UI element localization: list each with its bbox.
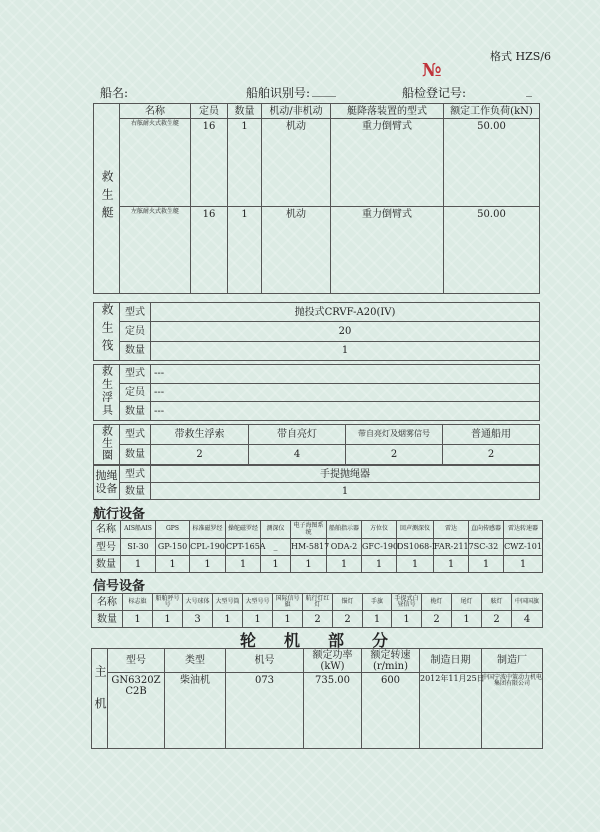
engine-table: [91, 648, 543, 749]
engine-speed: 600: [362, 673, 420, 749]
nav-equipment-table: [91, 520, 543, 573]
ship-id-label: 船舶识别号:: [246, 86, 311, 100]
nav-equipment-qty: 1: [291, 556, 327, 573]
liferaft-cap-label: 定员: [120, 322, 151, 341]
buoyant-cap-value: ---: [151, 383, 540, 402]
lb-name: 右舷耐火式救生艇: [120, 119, 191, 207]
liferaft-section-label: 救生筏: [94, 303, 120, 361]
nav-equipment-qty: 1: [504, 556, 543, 573]
lifebuoy-type: 带救生浮索: [151, 425, 249, 445]
liferaft-type-label: 型式: [120, 303, 151, 322]
lb-header-load: 额定工作负荷(kN): [444, 104, 540, 119]
nav-equipment-qty: 1: [226, 556, 261, 573]
signal-equipment-qty: 4: [512, 611, 543, 628]
signal-equipment-name: 手提式白昼信号: [392, 594, 422, 611]
engine-section-label: 主机: [92, 649, 108, 749]
signal-equipment-name: 国际信号旗: [273, 594, 303, 611]
signal-equipment-name: 大号球体: [183, 594, 213, 611]
lifebuoy-type: 带自亮灯及烟雾信号: [346, 425, 443, 445]
lb-capacity: 16: [191, 207, 228, 294]
nav-equipment-qty: 1: [261, 556, 291, 573]
nav-equipment-model: CPT-165A: [226, 539, 261, 556]
reg-label: 船检登记号:: [402, 86, 467, 100]
nav-equipment-name: 雷达: [434, 521, 469, 539]
signal-equipment-qty: 2: [422, 611, 452, 628]
nav-equipment-model: GP-150: [156, 539, 190, 556]
engine-header-speed: 额定转速(r/min): [362, 649, 420, 673]
signal-equipment-name: 手旗: [363, 594, 392, 611]
signal-equipment-qty: 1: [213, 611, 243, 628]
engine-section-title: 轮机部分: [240, 631, 417, 650]
signal-equipment-name: 桅灯: [422, 594, 452, 611]
signal-equipment-qty: 1: [243, 611, 273, 628]
nav-equipment-qty: 1: [469, 556, 504, 573]
signal-equipment-qty: 3: [183, 611, 213, 628]
engine-header-power: 额定功率(kW): [304, 649, 362, 673]
buoyant-type-label: 型式: [120, 365, 151, 384]
nav-equipment-model: GFC-190: [362, 539, 397, 556]
nav-equipment-model: CWZ-101: [504, 539, 543, 556]
engine-header-date: 制造日期: [420, 649, 482, 673]
signal-equipment-qty: 1: [363, 611, 392, 628]
table-row: [94, 119, 540, 207]
nav-section-title: 航行设备: [93, 507, 146, 522]
signal-equipment-name: 大型号筒: [213, 594, 243, 611]
nav-equipment-model: SI-30: [121, 539, 156, 556]
lifebuoy-qty: 2: [443, 445, 540, 465]
nav-equipment-qty: 1: [362, 556, 397, 573]
signal-equipment-qty: 2: [482, 611, 512, 628]
signal-equipment-qty: 2: [333, 611, 363, 628]
lifebuoy-qty: 2: [151, 445, 249, 465]
lb-davit: 重力倒臂式: [331, 119, 444, 207]
lifebuoy-type: 普通船用: [443, 425, 540, 445]
line-thrower-type-value: 手提抛绳器: [151, 466, 540, 483]
line-thrower-section-label: 抛绳设备: [94, 466, 120, 500]
signal-equipment-name: 标志旗: [123, 594, 153, 611]
lifebuoy-type-label: 型式: [120, 425, 151, 445]
buoyant-type-value: ---: [151, 365, 540, 384]
lb-qty: 1: [228, 119, 262, 207]
nav-equipment-qty: 1: [121, 556, 156, 573]
nav-row-label: 名称: [92, 521, 121, 539]
liferaft-table: [93, 302, 540, 361]
signal-equipment-qty: 1: [123, 611, 153, 628]
signal-row-label: 数量: [92, 611, 123, 628]
buoyant-qty-label: 数量: [120, 402, 151, 421]
engine-header-type: 类型: [165, 649, 226, 673]
nav-equipment-name: 船舶指示器: [327, 521, 362, 539]
signal-equipment-qty: 1: [392, 611, 422, 628]
nav-equipment-qty: 1: [434, 556, 469, 573]
buoyant-cap-label: 定员: [120, 383, 151, 402]
signal-equipment-name: 尾灯: [452, 594, 482, 611]
signal-section-title: 信号设备: [93, 579, 146, 594]
nav-equipment-name: 操舵磁罗经: [226, 521, 261, 539]
buoyant-qty-value: ---: [151, 402, 540, 421]
engine-power: 735.00: [304, 673, 362, 749]
lifebuoy-type: 带自亮灯: [249, 425, 346, 445]
nav-equipment-qty: 1: [156, 556, 190, 573]
nav-equipment-name: 电子海图系统: [291, 521, 327, 539]
signal-equipment-name: 中国国旗: [512, 594, 543, 611]
format-code: 格式 HZS/6: [490, 50, 551, 63]
buoyant-section-label: 救生浮具: [94, 365, 120, 421]
nav-equipment-model: _: [261, 539, 291, 556]
number-mark: №: [422, 60, 442, 81]
signal-row-label: 名称: [92, 594, 123, 611]
engine-date: 2012年11月25日: [420, 673, 482, 749]
engine-type: 柴油机: [165, 673, 226, 749]
signal-equipment-qty: 1: [452, 611, 482, 628]
lb-header-capacity: 定员: [191, 104, 228, 119]
lifebuoy-section-label: 救生圈: [94, 425, 120, 465]
nav-equipment-model: ODA-2: [327, 539, 362, 556]
engine-maker: 中国宁波中策动力机电集团有限公司: [482, 673, 543, 749]
lifeboat-section-label: 救生艇: [94, 104, 120, 294]
buoyant-table: [93, 364, 540, 421]
nav-equipment-model: HM-5817: [291, 539, 327, 556]
nav-equipment-name: 直向传感器: [469, 521, 504, 539]
signal-equipment-qty: 1: [153, 611, 183, 628]
signal-equipment-qty: 1: [273, 611, 303, 628]
line-thrower-type-label: 型式: [120, 466, 151, 483]
nav-equipment-name: 标准磁罗经: [190, 521, 226, 539]
reg-blank: _: [526, 83, 532, 97]
nav-equipment-name: 方位仪: [362, 521, 397, 539]
lb-header-powered: 机动/非机动: [262, 104, 331, 119]
lb-qty: 1: [228, 207, 262, 294]
engine-model: GN6320ZC2B: [108, 673, 165, 749]
liferaft-qty-label: 数量: [120, 341, 151, 360]
signal-equipment-name: 舷灯: [482, 594, 512, 611]
signal-equipment-name: 锚灯: [333, 594, 363, 611]
lb-header-qty: 数量: [228, 104, 262, 119]
lb-davit: 重力倒臂式: [331, 207, 444, 294]
lb-load: 50.00: [444, 119, 540, 207]
table-row: [92, 673, 543, 749]
engine-header-maker: 制造厂: [482, 649, 543, 673]
line-thrower-qty-value: 1: [151, 483, 540, 500]
nav-equipment-name: 回声测深仪: [397, 521, 434, 539]
nav-equipment-qty: 1: [397, 556, 434, 573]
nav-row-label: 数量: [92, 556, 121, 573]
lifebuoy-qty-label: 数量: [120, 445, 151, 465]
signal-equipment-name: 大型号号: [243, 594, 273, 611]
line-thrower-qty-label: 数量: [120, 483, 151, 500]
nav-equipment-model: CPL-190: [190, 539, 226, 556]
lb-powered: 机动: [262, 207, 331, 294]
ship-name-label: 船名:: [100, 86, 129, 100]
lb-capacity: 16: [191, 119, 228, 207]
nav-row-label: 型号: [92, 539, 121, 556]
table-row: [94, 207, 540, 294]
nav-equipment-name: 测深仪: [261, 521, 291, 539]
lifebuoy-qty: 4: [249, 445, 346, 465]
lb-name: 左舷耐火式救生艇: [120, 207, 191, 294]
line-thrower-table: [93, 465, 540, 500]
engine-header-model: 型号: [108, 649, 165, 673]
lifeboat-table: [93, 103, 540, 294]
liferaft-qty-value: 1: [151, 341, 540, 360]
liferaft-cap-value: 20: [151, 322, 540, 341]
nav-equipment-model: SC-32: [469, 539, 504, 556]
nav-equipment-model: DS1068-I: [397, 539, 434, 556]
nav-equipment-qty: 1: [190, 556, 226, 573]
engine-serial: 073: [226, 673, 304, 749]
engine-header-serial: 机号: [226, 649, 304, 673]
lb-powered: 机动: [262, 119, 331, 207]
nav-equipment-name: AIS船AIS: [121, 521, 156, 539]
lb-header-name: 名称: [120, 104, 191, 119]
nav-equipment-name: GPS: [156, 521, 190, 539]
nav-equipment-model: FAR-2117: [434, 539, 469, 556]
lifebuoy-qty: 2: [346, 445, 443, 465]
nav-equipment-qty: 1: [327, 556, 362, 573]
lifebuoy-table: [93, 424, 540, 465]
signal-equipment-qty: 2: [303, 611, 333, 628]
ship-id-blank: ____: [312, 83, 336, 97]
signal-equipment-table: [91, 593, 543, 628]
signal-equipment-name: 船舶呼号号: [153, 594, 183, 611]
liferaft-type-value: 抛投式CRVF-A20(IV): [151, 303, 540, 322]
lb-header-davit: 艇降落装置的型式: [331, 104, 444, 119]
signal-equipment-name: 航行灯红灯: [303, 594, 333, 611]
lb-load: 50.00: [444, 207, 540, 294]
nav-equipment-name: 雷达转速器: [504, 521, 543, 539]
